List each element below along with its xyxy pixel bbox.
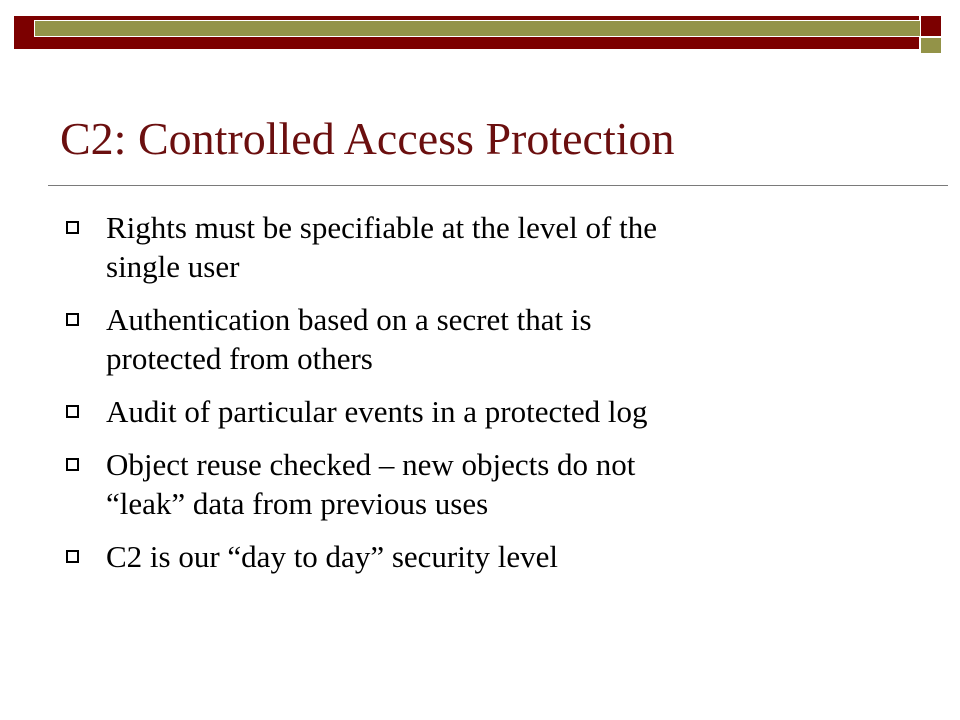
bullet-text: Rights must be specifiable at the level of the: [106, 210, 657, 245]
square-bullet-icon: [66, 458, 79, 471]
bullet-text: Authentication based on a secret that is: [106, 302, 592, 337]
square-bullet-icon: [66, 550, 79, 563]
square-bullet-icon: [66, 405, 79, 418]
bullet-text: Object reuse checked – new objects do not: [106, 447, 636, 482]
square-bullet-icon: [66, 313, 79, 326]
bullet-item: [64, 445, 924, 523]
bullet-text: protected from others: [106, 341, 373, 376]
bullet-item: [64, 300, 924, 378]
bullet-text: C2 is our “day to day” security level: [106, 539, 558, 574]
header-corner-block: [920, 15, 942, 37]
bullet-text: single user: [106, 249, 240, 284]
title-divider: [48, 185, 948, 186]
header-accent-strip: [34, 20, 932, 37]
bullet-item: [64, 208, 924, 286]
square-bullet-icon: [66, 221, 79, 234]
bullet-list: [64, 208, 924, 590]
bullet-item: [64, 537, 924, 576]
header-corner-strip: [920, 37, 942, 54]
bullet-text: Audit of particular events in a protected log: [106, 394, 648, 429]
slide-title: C2: Controlled Access Protection: [60, 113, 675, 164]
bullet-item: [64, 392, 924, 431]
bullet-text: “leak” data from previous uses: [106, 486, 489, 521]
